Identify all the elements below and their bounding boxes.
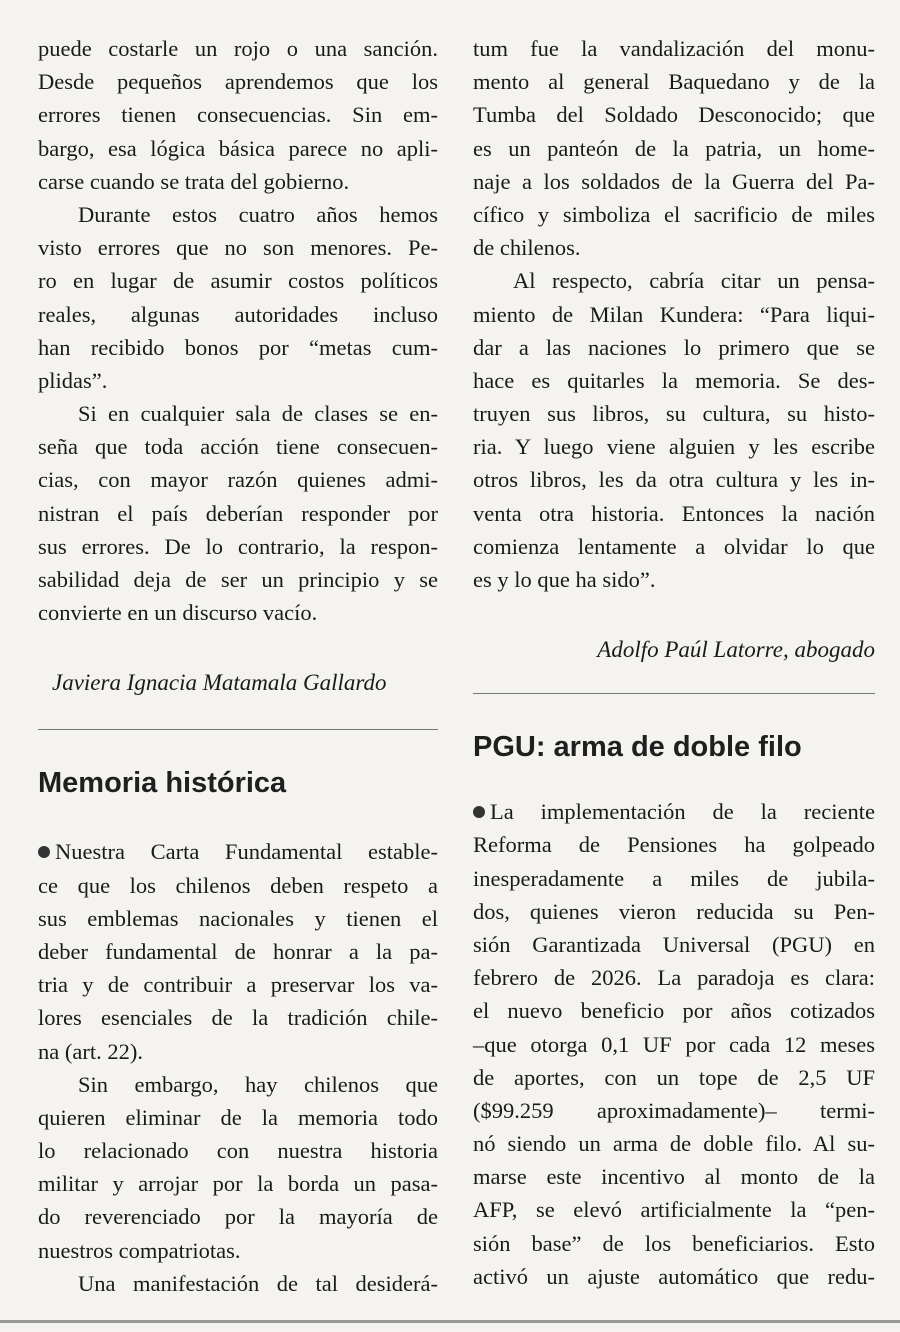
text-line: Desde pequeños aprendemos que los	[38, 69, 438, 95]
text-line: seña que toda acción tiene consecuen-	[38, 434, 438, 460]
page-bottom-rule	[0, 1320, 900, 1323]
text-line: –que otorga 0,1 UF por cada 12 meses	[473, 1031, 875, 1057]
text-line: el nuevo beneficio por años cotizados	[473, 998, 875, 1024]
text-line: mento al general Baquedano y de la	[473, 69, 875, 95]
text-line: han recibido bonos por “metas cum-	[38, 334, 438, 360]
text-line: nó siendo un arma de doble filo. Al su-	[473, 1131, 875, 1157]
text-line: do reverenciado por la mayoría de	[38, 1204, 438, 1230]
left-column	[38, 32, 438, 1300]
text-line: nistran el país deberían responder por	[38, 500, 438, 526]
author-signature: Javiera Ignacia Matamala Gallardo	[52, 670, 387, 696]
text-line: naje a los soldados de la Guerra del Pa-	[473, 168, 875, 194]
text-line: cias, con mayor razón quienes admi-	[38, 467, 438, 493]
text-line: plidas”.	[38, 367, 108, 393]
text-line: lores esenciales de la tradición chile-	[38, 1005, 438, 1031]
text-line: tria y de contribuir a preservar los va-	[38, 972, 438, 998]
text-line: otros libros, les da otra cultura y les in-	[473, 467, 875, 493]
text-line: es un panteón de la patria, un home-	[473, 135, 875, 161]
text-line: de chilenos.	[473, 235, 581, 261]
text-line: ($99.259 aproximadamente)– termi-	[473, 1097, 875, 1123]
text-line: sión Garantizada Universal (PGU) en	[473, 931, 875, 957]
text-line: dar a las naciones lo primero que se	[473, 334, 875, 360]
text-line: tum fue la vandalización del monu-	[473, 36, 875, 61]
text-line: Durante estos cuatro años hemos	[78, 201, 438, 227]
right-column	[473, 32, 875, 1293]
text-line: es y lo que ha sido”.	[473, 567, 656, 592]
text-line: quieren eliminar de la memoria todo	[38, 1104, 438, 1130]
text-line: nuestros compatriotas.	[38, 1237, 241, 1263]
text-line: inesperadamente a miles de jubila-	[473, 865, 875, 891]
text-line: visto errores que no son menores. Pe-	[38, 235, 438, 261]
text-line: Tumba del Soldado Desconocido; que	[473, 102, 875, 128]
text-line: sabilidad deja de ser un principio y se	[38, 567, 438, 592]
text-line: Sin embargo, hay chilenos que	[78, 1071, 438, 1097]
text-line: ce que los chilenos deben respeto a	[38, 872, 438, 898]
text-line: activó un ajuste automático que redu-	[473, 1263, 875, 1289]
text-line: La implementación de la reciente	[473, 795, 875, 828]
text-line: ro en lugar de asumir costos políticos	[38, 268, 438, 294]
text-line: errores tienen consecuencias. Sin em-	[38, 102, 438, 128]
text-line: AFP, se elevó artificialmente la “pen-	[473, 1197, 875, 1223]
text-line: convierte en un discurso vacío.	[38, 600, 318, 626]
text-line: deber fundamental de honrar a la pa-	[38, 938, 438, 964]
text-line: Al respecto, cabría citar un pensa-	[513, 268, 875, 294]
letter-memoria-historica-body	[38, 835, 438, 1300]
text-line: hace es quitarles la memoria. Se des-	[473, 367, 875, 393]
letter-pgu-body	[473, 795, 875, 1293]
text-line: lo relacionado con nuestra historia	[38, 1138, 438, 1164]
text-line: sión base” de los beneficiarios. Esto	[473, 1230, 875, 1256]
text-line: carse cuando se trata del gobierno.	[38, 168, 350, 194]
text-line: Si en cualquier sala de clases se en-	[78, 401, 438, 427]
text-line: dos, quienes vieron reducida su Pen-	[473, 898, 875, 924]
author-signature: Adolfo Paúl Latorre, abogado	[597, 637, 875, 663]
text-line: de aportes, con un tope de 2,5 UF	[473, 1064, 875, 1090]
text-line: reales, algunas autoridades incluso	[38, 301, 438, 327]
text-line: bargo, esa lógica básica parece no apli-	[38, 135, 438, 161]
text-line: febrero de 2026. La paradoja es clara:	[473, 965, 875, 991]
text-line: sus errores. De lo contrario, la respon-	[38, 533, 438, 559]
text-line: na (art. 22).	[38, 1038, 143, 1064]
text-line: comienza lentamente a olvidar lo que	[473, 533, 875, 559]
text-line: sus emblemas nacionales y tienen el	[38, 905, 438, 931]
text-line: truyen sus libros, su cultura, su histo-	[473, 401, 875, 427]
text-line: Reforma de Pensiones ha golpeado	[473, 832, 875, 858]
text-line: venta otra historia. Entonces la nación	[473, 500, 875, 526]
text-line: ria. Y luego viene alguien y les escribe	[473, 434, 875, 460]
text-line: Nuestra Carta Fundamental estable-	[38, 835, 438, 868]
section-title-memoria-historica: Memoria histórica	[38, 767, 287, 800]
text-line: cífico y simboliza el sacrificio de miles	[473, 201, 875, 227]
letter-paul-latorre-body	[473, 32, 875, 596]
text-line: puede costarle un rojo o una sanción.	[38, 36, 438, 61]
text-line: miento de Milan Kundera: “Para liqui-	[473, 301, 875, 327]
text-line: Una manifestación de tal desiderá-	[78, 1270, 438, 1296]
letter-matamala-body	[38, 32, 438, 629]
section-title-pgu: PGU: arma de doble filo	[473, 731, 802, 764]
text-line: militar y arrojar por la borda un pasa-	[38, 1171, 438, 1197]
text-line: marse este incentivo al monto de la	[473, 1164, 875, 1190]
